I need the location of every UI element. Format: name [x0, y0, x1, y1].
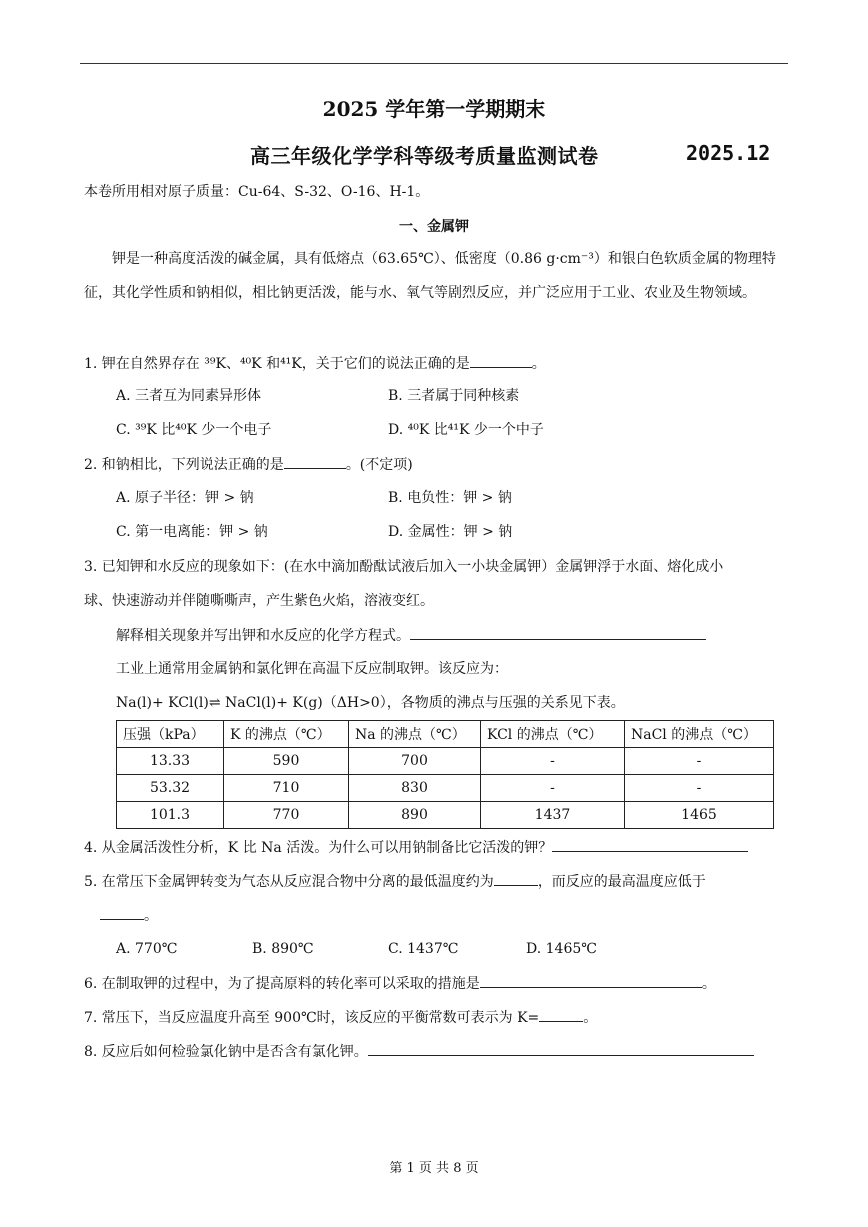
- answer-blank-4[interactable]: [552, 837, 748, 852]
- answer-blank-2[interactable]: [284, 454, 346, 469]
- table-row: [117, 802, 774, 829]
- question-6-suffix: 。: [701, 976, 716, 992]
- potassium-description: 钾是一种高度活泼的碱金属，具有低熔点（63.65℃）、低密度（0.86 g·cm⁻³）和银白色软质金属的物理特征，其化学性质和钠相似，相比钠更活泼，能与水、氧气等剧烈反应，并广泛应用于工业、农业及生物领域。: [84, 251, 776, 301]
- answer-blank-5b[interactable]: [100, 905, 144, 920]
- table-cell: 1437: [481, 802, 625, 829]
- table-header-cell: KCl 的沸点（℃）: [481, 721, 625, 748]
- question-3-line-3: [116, 625, 706, 646]
- question-4: [84, 837, 748, 858]
- table-cell: -: [625, 748, 774, 775]
- question-7-stem: 7. 常压下，当反应温度升高至 900℃时，该反应的平衡常数可表示为 K=: [84, 1010, 540, 1026]
- q1-option-d: D. ⁴⁰K 比⁴¹K 少一个中子: [388, 422, 544, 438]
- table-cell: 830: [349, 775, 481, 802]
- exam-subtitle: 高三年级化学学科等级考质量监测试卷: [250, 144, 599, 168]
- table-cell: 53.32: [117, 775, 224, 802]
- answer-blank-3[interactable]: [410, 625, 706, 640]
- table-cell: 13.33: [117, 748, 224, 775]
- table-cell: 770: [224, 802, 349, 829]
- q2-option-b: B. 电负性：钾 > 钠: [388, 490, 512, 506]
- table-cell: 1465: [625, 802, 774, 829]
- table-header-cell: K 的沸点（℃）: [224, 721, 349, 748]
- q1-option-a: A. 三者互为同素异形体: [116, 388, 262, 404]
- question-4-stem: 4. 从金属活泼性分析，K 比 Na 活泼。为什么可以用钠制备比它活泼的钾？: [84, 840, 553, 856]
- q2-option-d: D. 金属性：钾 > 钠: [388, 524, 513, 540]
- question-2-stem: 2. 和钠相比，下列说法正确的是: [84, 457, 284, 473]
- question-5-line-2: [100, 905, 158, 926]
- answer-blank-6[interactable]: [480, 973, 702, 988]
- q5-option-a: A. 770℃: [116, 941, 178, 957]
- q5-option-c: C. 1437℃: [388, 941, 459, 957]
- answer-blank-8[interactable]: [368, 1041, 754, 1056]
- question-5-middle: ，而反应的最高温度应低于: [537, 874, 706, 890]
- table-cell: 890: [349, 802, 481, 829]
- table-cell: -: [481, 775, 625, 802]
- exam-title: 2025 学年第一学期期末: [322, 97, 546, 121]
- table-row: [117, 748, 774, 775]
- header-rule: [80, 63, 788, 64]
- q2-option-a: A. 原子半径：钾 > 钠: [116, 490, 254, 506]
- table-cell: 101.3: [117, 802, 224, 829]
- question-3-prompt: 解释相关现象并写出钾和水反应的化学方程式。: [116, 628, 410, 644]
- question-2-suffix: 。(不定项): [345, 457, 413, 473]
- question-6-stem: 6. 在制取钾的过程中，为了提高原料的转化率可以采取的措施是: [84, 976, 480, 992]
- table-cell: 700: [349, 748, 481, 775]
- q5-option-b: B. 890℃: [252, 941, 314, 957]
- industry-intro: 工业上通常用金属钠和氯化钾在高温下反应制取钾。该反应为：: [116, 661, 508, 677]
- atomic-mass-note: 本卷所用相对原子质量：Cu-64、S-32、O-16、H-1。: [84, 184, 430, 200]
- section-title: 一、金属钾: [399, 219, 469, 235]
- question-5-stem: 5. 在常压下金属钾转变为气态从反应混合物中分离的最低温度约为: [84, 874, 494, 890]
- table-cell: -: [625, 775, 774, 802]
- answer-blank-7[interactable]: [539, 1007, 583, 1022]
- q2-option-c: C. 第一电离能：钾 > 钠: [116, 524, 268, 540]
- question-7: [84, 1007, 597, 1028]
- page-number: 第 1 页 共 8 页: [389, 1161, 479, 1176]
- answer-blank-1[interactable]: [470, 353, 532, 368]
- question-1: 1. 钾在自然界存在 ³⁹K、⁴⁰K 和⁴¹K，关于它们的说法正确的是 。: [84, 353, 546, 374]
- question-6: [84, 973, 716, 994]
- question-8: [84, 1041, 754, 1062]
- table-cell: 590: [224, 748, 349, 775]
- table-header-cell: NaCl 的沸点（℃）: [625, 721, 774, 748]
- question-7-suffix: 。: [583, 1010, 598, 1026]
- question-8-stem: 8. 反应后如何检验氯化钠中是否含有氯化钾。: [84, 1044, 368, 1060]
- question-5-suffix: 。: [144, 908, 158, 924]
- question-2: [84, 454, 413, 475]
- question-3-line-2: 球、快速游动并伴随嘶嘶声，产生紫色火焰，溶液变红。: [84, 593, 434, 609]
- table-header-cell: Na 的沸点（℃）: [349, 721, 481, 748]
- table-header-cell: 压强（kPa）: [117, 721, 224, 748]
- question-3-line-1: 3. 已知钾和水反应的现象如下：(在水中滴加酚酞试液后加入一小块金属钾）金属钾浮于水面、熔化成小: [84, 559, 724, 575]
- table-cell: 710: [224, 775, 349, 802]
- q1-option-b: B. 三者属于同种核素: [388, 388, 520, 404]
- reaction-equation: Na(l)+ KCl(l)⇌ NaCl(l)+ K(g)（ΔH>0），各物质的沸点与压强的关系见下表。: [116, 695, 625, 711]
- table-cell: -: [481, 748, 625, 775]
- exam-date: 2025.12: [686, 141, 771, 165]
- q5-option-d: D. 1465℃: [526, 941, 597, 957]
- table-header-row: [117, 721, 774, 748]
- answer-blank-5a[interactable]: [494, 871, 538, 886]
- q1-option-c: C. ³⁹K 比⁴⁰K 少一个电子: [116, 422, 272, 438]
- question-1-stem: 1. 钾在自然界存在 ³⁹K、⁴⁰K 和⁴¹K，关于它们的说法正确的是: [84, 356, 470, 372]
- question-5-line-1: [84, 871, 706, 892]
- boiling-point-table: [116, 720, 774, 829]
- table-row: [117, 775, 774, 802]
